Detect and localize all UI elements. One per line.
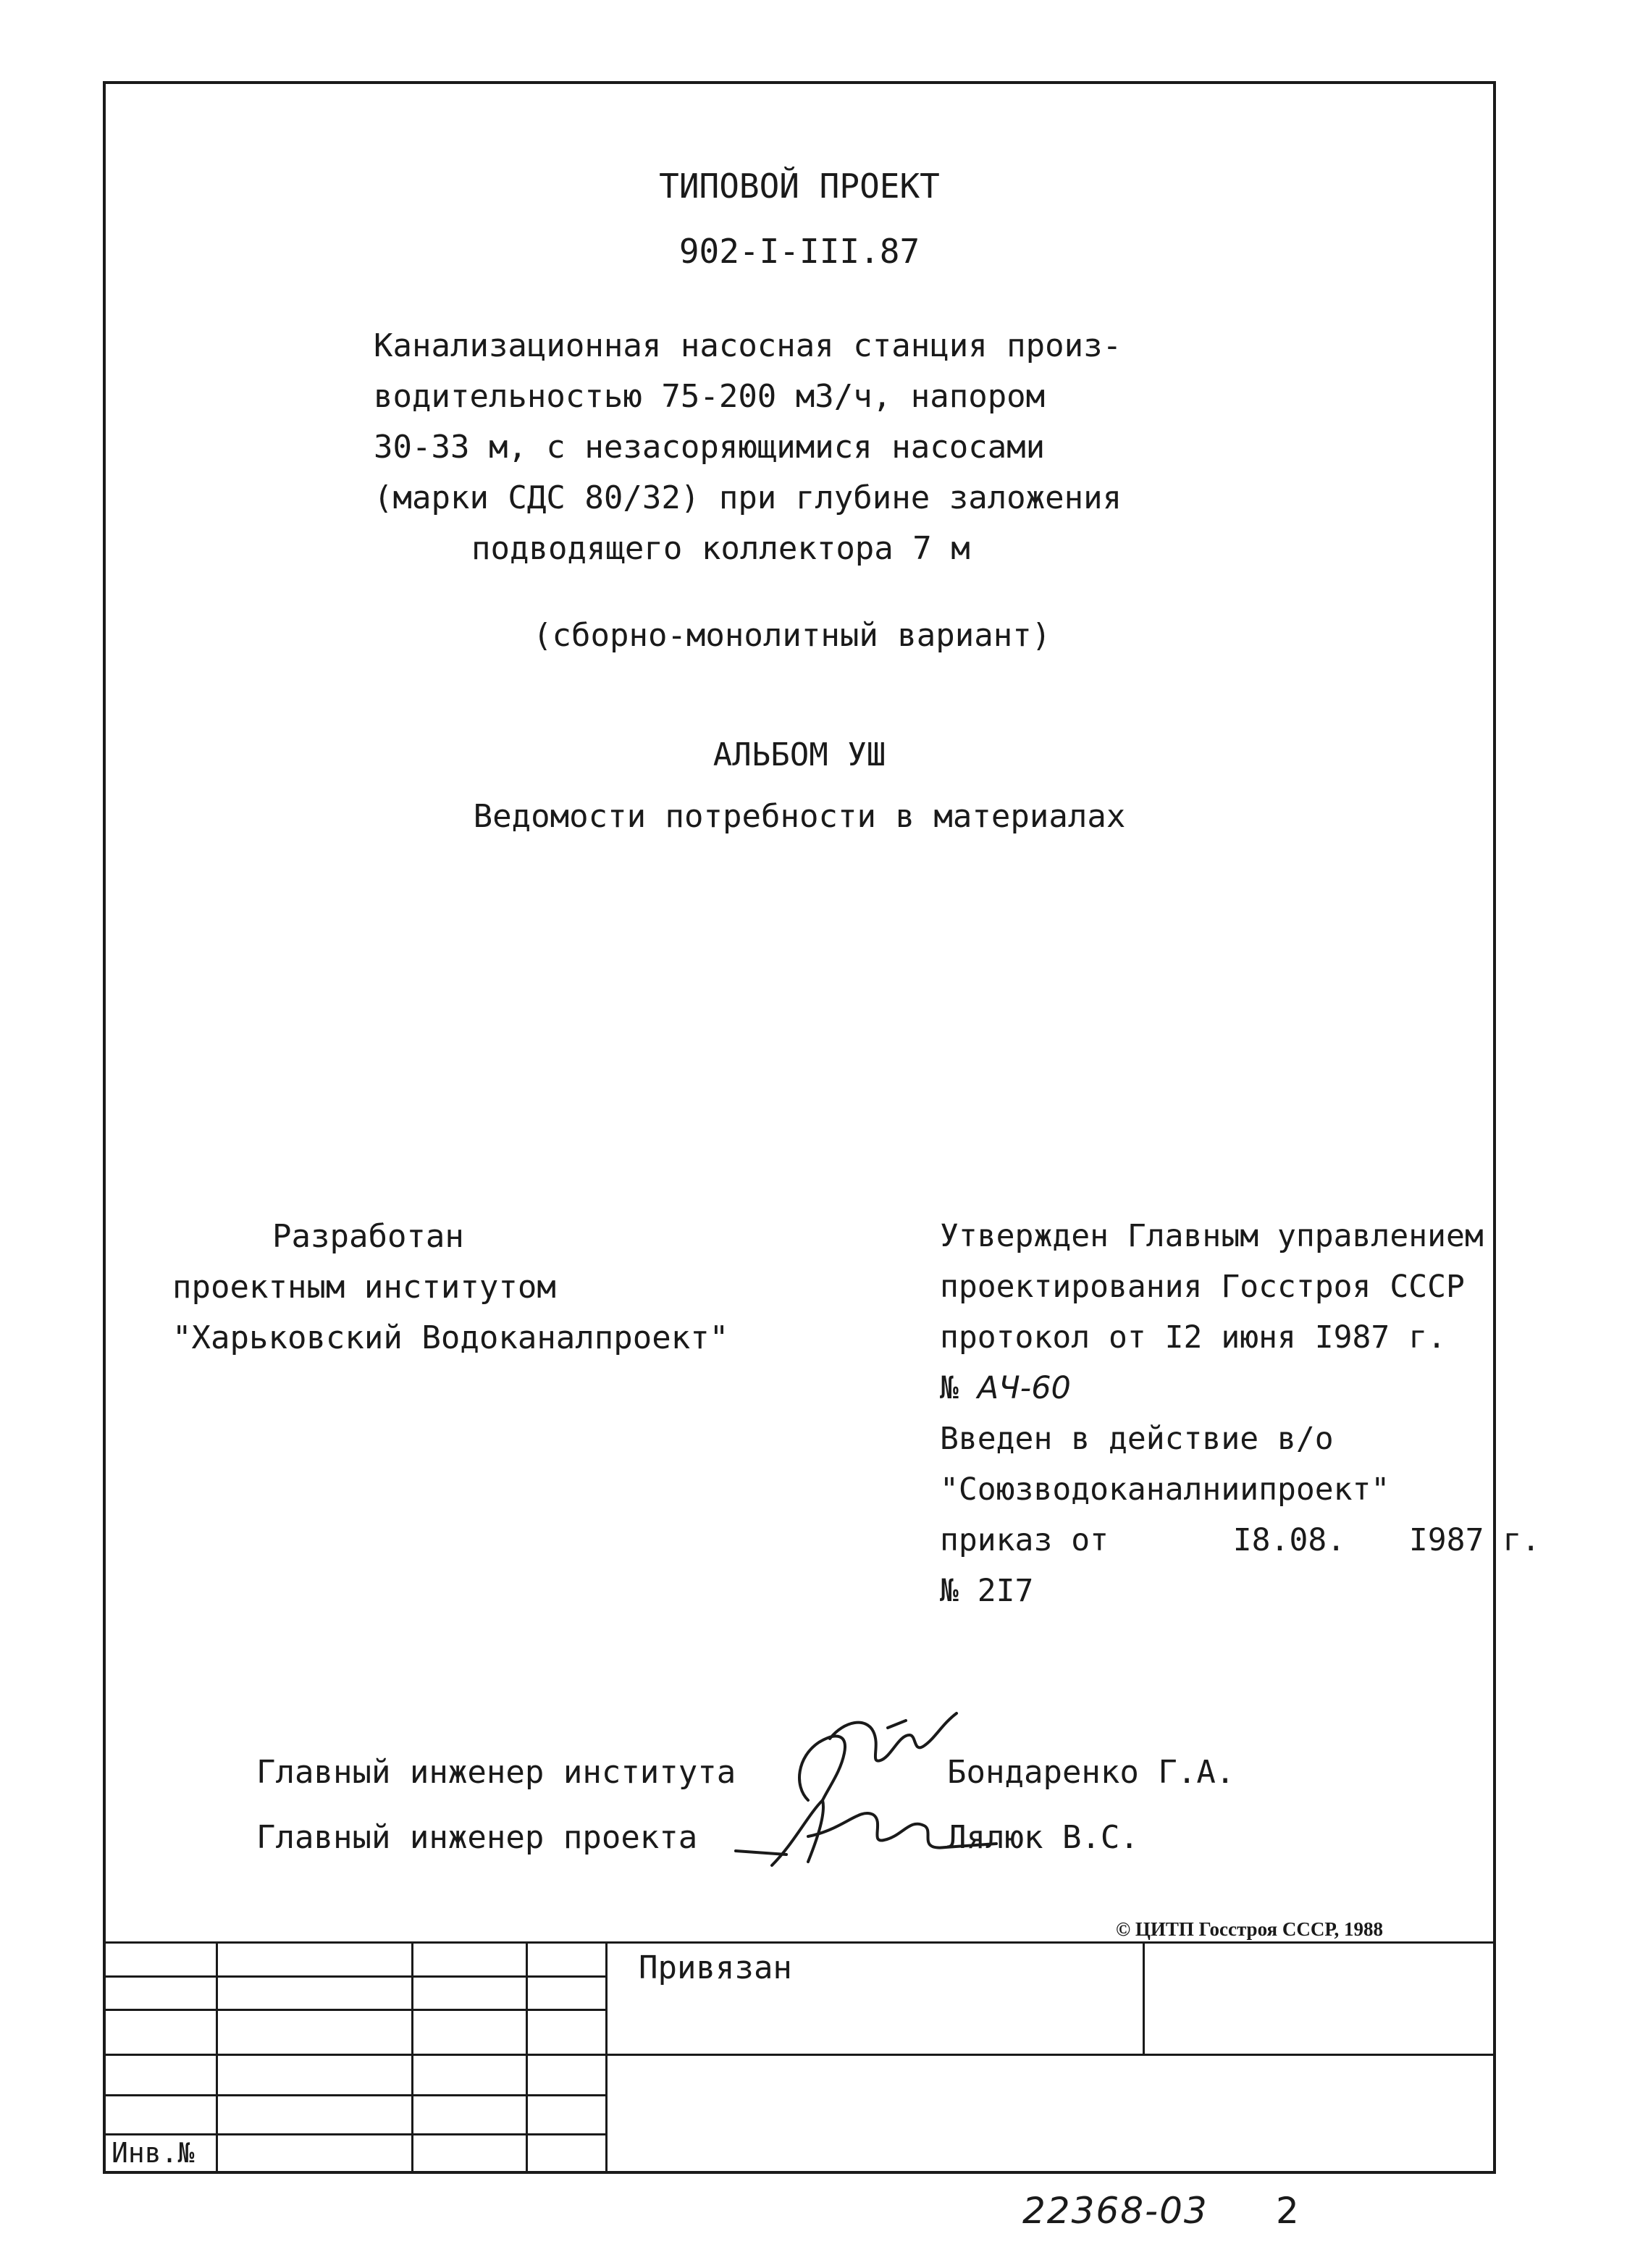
order-number: 2I7 <box>977 1573 1034 1609</box>
stamp-grid-line <box>106 2133 605 2135</box>
approval-line-6: "Союзводоканалниипроект" <box>940 1471 1390 1508</box>
stamp-top-border <box>106 1941 1496 1944</box>
developer-line-3: "Харьковский Водоканалпроект" <box>172 1319 729 1356</box>
number-sign: № <box>940 1573 959 1609</box>
chief-engineer-institute-name: Бондаренко Г.А. <box>947 1754 1235 1791</box>
description-line-5: подводящего коллектора 7 м <box>471 530 970 567</box>
document-title: ТИПОВОЙ ПРОЕКТ <box>659 167 940 206</box>
album-subtitle: Ведомости потребности в материалах <box>473 798 1126 835</box>
description-line-4: (марки СДС 80/32) при глубине заложения <box>374 479 1122 516</box>
description-line-2: водительностью 75-200 м3/ч, напором <box>374 378 1046 415</box>
developer-line-2: проектным институтом <box>172 1269 556 1306</box>
bound-label: Привязан <box>639 1949 792 1986</box>
approval-line-4 <box>940 1370 1071 1406</box>
document-number: 22368-03 <box>1022 2190 1209 2232</box>
copyright-notice: © ЦИТП Госстроя СССР, 1988 <box>1116 1918 1384 1940</box>
protocol-number: АЧ-60 <box>977 1370 1071 1406</box>
page-number: 2 <box>1276 2190 1300 2232</box>
approval-line-3: протокол от I2 июня I987 г. <box>940 1319 1446 1356</box>
order-year: I987 г. <box>1408 1522 1541 1558</box>
stamp-column-line <box>605 1941 608 2174</box>
approval-line-5: Введен в действие в/о <box>940 1421 1334 1457</box>
stamp-grid-line <box>106 2094 605 2096</box>
signature-lyalyuk <box>728 1786 1004 1873</box>
stamp-grid-line <box>106 2009 605 2011</box>
approval-line-8 <box>940 1573 1034 1609</box>
description-line-3: 30-33 м, с незасоряющимися насосами <box>374 429 1046 466</box>
order-label: приказ от <box>940 1522 1109 1558</box>
chief-engineer-institute-label: Главный инженер института <box>256 1754 736 1791</box>
variant-note: (сборно-монолитный вариант) <box>533 617 1051 654</box>
developer-line-1: Разработан <box>272 1218 464 1255</box>
description-line-1: Канализационная насосная станция произ- <box>374 327 1122 364</box>
stamp-column-line <box>411 1941 413 2174</box>
stamp-column-line <box>216 1941 218 2174</box>
stamp-grid-line <box>106 1975 605 1978</box>
stamp-column-line <box>1143 1941 1145 2054</box>
approval-line-7 <box>940 1522 1541 1558</box>
document-frame <box>103 81 1541 2174</box>
album-title: АЛЬБОМ УШ <box>713 736 886 773</box>
stamp-column-line <box>526 1941 528 2174</box>
order-date: I8.08. <box>1232 1522 1346 1558</box>
number-sign: № <box>940 1370 959 1406</box>
approval-line-1: Утвержден Главным управлением <box>940 1218 1484 1254</box>
chief-engineer-project-name: Лялюк В.С. <box>947 1819 1139 1856</box>
stamp-middle-border <box>106 2054 1496 2056</box>
approval-line-2: проектирования Госстроя СССР <box>940 1269 1465 1305</box>
chief-engineer-project-label: Главный инженер проекта <box>256 1819 698 1856</box>
inventory-label: Инв.№ <box>112 2137 195 2169</box>
project-number: 902-I-III.87 <box>678 232 920 271</box>
